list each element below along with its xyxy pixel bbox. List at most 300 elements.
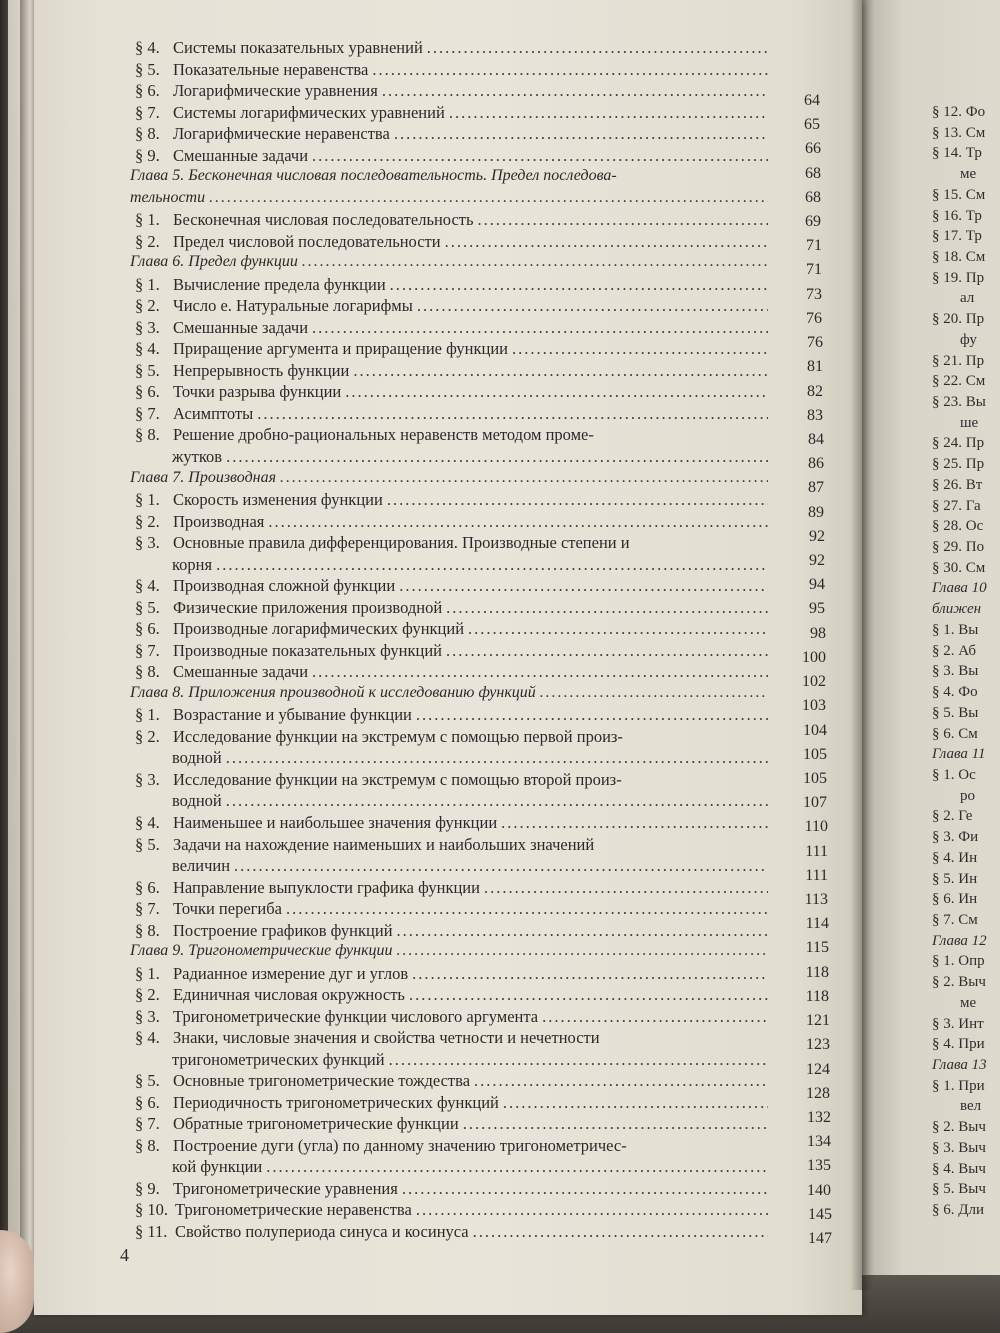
page-number: 145	[808, 1205, 832, 1223]
dot-leader	[389, 1050, 768, 1070]
toc-entry: вел	[960, 1098, 982, 1115]
entry-title: Число e. Натуральные логарифмы	[173, 296, 413, 316]
section-number: § 5.	[135, 597, 160, 617]
page-number: 107	[803, 794, 827, 812]
page-number: 66	[805, 140, 821, 158]
toc-entry: § 4. Ин	[932, 849, 978, 866]
dot-leader	[416, 705, 768, 725]
entry-title: водной	[172, 791, 222, 811]
entry-title: водной	[172, 748, 222, 768]
section-number: § 5.	[135, 1071, 160, 1091]
dot-leader	[372, 60, 768, 80]
section-number: § 3.	[135, 533, 160, 553]
page-number: 68	[805, 164, 821, 182]
entry-title: Наименьшее и наибольшее значения функции	[173, 812, 498, 832]
toc-entry	[135, 921, 772, 941]
toc-entry: § 1. При	[932, 1077, 985, 1094]
page-number: 81	[807, 358, 823, 376]
dot-leader	[473, 1222, 768, 1242]
section-number: § 3.	[135, 769, 160, 789]
section-number: § 6.	[135, 81, 160, 101]
page-number: 123	[806, 1036, 830, 1054]
page-number: 89	[808, 503, 824, 521]
toc-entry: § 5. Выч	[932, 1181, 986, 1198]
section-number: § 8.	[135, 425, 160, 445]
toc-entry: ал	[960, 290, 975, 307]
toc-entry: § 3. Выч	[932, 1139, 986, 1156]
toc-entry: § 3. Вы	[932, 663, 979, 680]
chapter-heading: ближен	[932, 601, 982, 618]
chapter-heading: Глава 13	[932, 1056, 987, 1073]
dot-leader	[226, 447, 768, 467]
entry-title: величин	[172, 856, 231, 876]
dot-leader	[312, 662, 768, 682]
section-number: § 1.	[135, 274, 160, 294]
entry-title: Обратные тригонометрические функции	[173, 1114, 459, 1134]
entry-title: Построение дуги (угла) по данному значению тригонометричес-	[173, 1135, 627, 1155]
toc-entry	[135, 1200, 772, 1220]
dot-leader	[540, 684, 768, 702]
section-number: § 8.	[135, 1135, 160, 1155]
toc-entry	[135, 727, 772, 747]
toc-entry: § 5. Ин	[932, 870, 978, 887]
dot-leader	[402, 1179, 768, 1199]
entry-title: Глава 9. Тригонометрические функции	[130, 942, 393, 960]
section-number: § 3.	[135, 317, 160, 337]
toc-entry	[135, 81, 772, 101]
entry-title: Физические приложения производной	[173, 597, 443, 617]
toc-entry	[172, 856, 772, 876]
dot-leader	[280, 469, 768, 487]
dot-leader	[446, 598, 768, 618]
entry-title: кой функции	[172, 1157, 263, 1177]
entry-title: Смешанные задачи	[173, 317, 309, 337]
toc-entry: § 17. Тр	[932, 228, 982, 245]
dot-leader	[478, 210, 768, 230]
entry-title: Показательные неравенства	[173, 59, 369, 79]
dot-leader	[463, 1114, 768, 1134]
entry-title: Направление выпуклости графика функции	[173, 877, 480, 897]
toc-entry	[135, 813, 772, 833]
section-number: § 5.	[135, 59, 160, 79]
entry-title: Тригонометрические функции числового аргумента	[173, 1006, 539, 1026]
section-number: § 10.	[135, 1200, 168, 1220]
page-number: 111	[805, 866, 828, 884]
page-number: 87	[808, 479, 824, 497]
entry-title: корня	[172, 554, 213, 574]
section-number: § 1.	[135, 490, 160, 510]
page-number: 140	[807, 1181, 831, 1199]
page-number: 134	[807, 1133, 831, 1151]
entry-title: Логарифмические уравнения	[173, 81, 378, 101]
toc-entry	[135, 1114, 772, 1134]
toc-entry	[135, 1136, 772, 1156]
toc-entry	[172, 1157, 772, 1177]
toc-entry	[135, 598, 772, 618]
toc-entry: § 4. Выч	[932, 1160, 986, 1177]
dot-leader	[512, 339, 768, 359]
page-number: 100	[802, 648, 826, 666]
entry-title: Асимптоты	[173, 403, 254, 423]
page-number: 82	[807, 382, 823, 400]
dot-leader	[266, 1157, 768, 1177]
section-number: § 1.	[135, 210, 160, 230]
page-number: 110	[804, 818, 828, 836]
dot-leader	[417, 296, 768, 316]
toc-entry	[135, 1071, 772, 1091]
toc-entry: ме	[960, 994, 977, 1011]
toc-entry	[172, 555, 772, 575]
page-number: 71	[806, 261, 822, 279]
entry-title: Системы показательных уравнений	[173, 38, 423, 57]
toc-entry: § 4. При	[932, 1036, 985, 1053]
entry-title: Глава 7. Производная	[130, 468, 277, 486]
toc-entry	[172, 791, 772, 811]
page-number: 103	[802, 697, 826, 715]
toc-entry	[135, 296, 772, 316]
toc-entry	[135, 38, 772, 58]
dot-leader	[446, 641, 768, 661]
toc-entry: § 6. Ин	[932, 891, 978, 908]
section-number: § 2.	[135, 726, 160, 746]
toc-entry	[135, 318, 772, 338]
entry-title: Скорость изменения функции	[173, 490, 383, 510]
dot-leader	[226, 791, 768, 811]
toc-entry	[135, 878, 772, 898]
toc-entry: § 18. См	[932, 249, 986, 266]
toc-entry	[135, 232, 772, 252]
entry-title: Тригонометрические неравенства	[175, 1200, 412, 1220]
dot-leader	[390, 275, 768, 295]
section-number: § 8.	[135, 124, 160, 144]
toc-entry	[135, 619, 772, 639]
dot-leader	[234, 856, 768, 876]
entry-title: Задачи на нахождение наименьших и наибольших значений	[173, 834, 595, 854]
section-number: § 6.	[135, 877, 160, 897]
toc-entry: § 7. См	[932, 911, 978, 928]
entry-title: Производные логарифмических функций	[173, 619, 465, 639]
dot-leader	[353, 361, 768, 381]
dot-leader	[394, 124, 768, 144]
entry-title: Радианное измерение дуг и углов	[173, 963, 409, 983]
toc-entry	[135, 576, 772, 596]
chapter-heading: Глава 11	[932, 746, 986, 763]
section-number: § 2.	[135, 296, 160, 316]
toc-entry	[135, 533, 772, 553]
entry-title: Приращение аргумента и приращение функции	[173, 339, 508, 359]
toc-entry: § 3. Инт	[932, 1015, 984, 1032]
section-number: § 8.	[135, 662, 160, 682]
section-number: § 7.	[135, 102, 160, 122]
entry-title: Свойство полупериода синуса и косинуса	[175, 1222, 469, 1241]
section-number: § 7.	[135, 403, 160, 423]
entry-title: Смешанные задачи	[173, 662, 309, 682]
section-number: § 6.	[135, 619, 160, 639]
chapter-heading: Глава 10	[932, 580, 987, 597]
section-number: § 3.	[135, 1006, 160, 1026]
entry-title: Единичная числовая окружность	[173, 985, 405, 1005]
chapter-heading: Глава 12	[932, 932, 987, 949]
toc-entry	[135, 124, 772, 144]
page-number: 121	[806, 1012, 830, 1030]
entry-title: Построение графиков функций	[173, 920, 393, 940]
toc-entry	[135, 339, 772, 359]
page-gutter-shadow	[850, 0, 874, 1290]
chapter-heading	[130, 253, 772, 271]
toc-entry	[135, 1093, 772, 1113]
page-number: 71	[806, 237, 822, 255]
page-number: 118	[805, 987, 829, 1005]
entry-title: Точки разрыва функции	[173, 382, 342, 402]
dot-leader	[397, 921, 768, 941]
spine-edge	[8, 0, 20, 1333]
toc-entry: § 1. Опр	[932, 953, 985, 970]
toc-entry: § 5. Вы	[932, 704, 979, 721]
page-number: 147	[808, 1230, 832, 1247]
toc-entry	[135, 1028, 772, 1048]
dot-leader	[399, 576, 768, 596]
section-number: § 7.	[135, 1114, 160, 1134]
page-number: 128	[806, 1084, 830, 1102]
page-number: 98	[810, 624, 826, 642]
toc-entry: § 1. Ос	[932, 766, 976, 783]
page-number: 114	[805, 915, 829, 933]
dot-leader	[409, 985, 768, 1005]
toc-entry: § 28. Ос	[932, 518, 984, 535]
section-number: § 9.	[135, 1178, 160, 1198]
dot-leader	[257, 404, 768, 424]
page-number: 64	[804, 92, 820, 109]
dot-leader	[312, 146, 768, 166]
toc-entry	[135, 275, 772, 295]
dot-leader	[474, 1071, 768, 1091]
chapter-heading	[130, 942, 772, 960]
dot-leader	[416, 1200, 768, 1220]
entry-title: Смешанные задачи	[173, 145, 309, 165]
section-number: § 4.	[135, 576, 160, 596]
page-number: 95	[809, 600, 825, 618]
toc-entry	[135, 1007, 772, 1027]
page-number: 118	[805, 963, 829, 981]
toc-entry: § 14. Тр	[932, 145, 982, 162]
toc-entry	[135, 103, 772, 123]
page-number: 69	[805, 213, 821, 231]
page-number: 104	[803, 721, 827, 739]
dot-leader	[302, 253, 768, 271]
toc-entry	[135, 382, 772, 402]
page-number: 105	[803, 769, 827, 787]
toc-entry: ме	[960, 166, 977, 183]
entry-title: Бесконечная числовая последовательность	[173, 210, 474, 230]
toc-entry: § 29. По	[932, 539, 985, 556]
page-number: 65	[804, 116, 820, 134]
toc-entry: § 13. См	[932, 124, 986, 141]
entry-title: Решение дробно-рациональных неравенств методом проме-	[173, 425, 594, 445]
page-number: 102	[802, 673, 826, 691]
entry-title: Тригонометрические уравнения	[173, 1178, 398, 1198]
toc-entry: ше	[960, 414, 979, 431]
page-number: 68	[805, 188, 821, 206]
toc-entry	[135, 490, 772, 510]
entry-title: Производная сложной функции	[173, 576, 396, 596]
toc-entry	[135, 361, 772, 381]
entry-title: Производные показательных функций	[173, 640, 443, 660]
section-number: § 11.	[135, 1222, 168, 1241]
page-number: 115	[805, 939, 829, 957]
page-number: 76	[807, 334, 823, 352]
page-number: 86	[808, 455, 824, 473]
page-number: 132	[807, 1108, 831, 1126]
page-number: 124	[806, 1060, 830, 1078]
entry-title: Вычисление предела функции	[173, 274, 386, 294]
dot-leader	[268, 512, 768, 532]
toc-entry	[135, 512, 772, 532]
toc-entry	[135, 662, 772, 682]
entry-title: Глава 6. Предел функции	[130, 253, 298, 271]
toc-entry: § 3. Фи	[932, 829, 979, 846]
toc-entry	[135, 1222, 772, 1242]
toc-entry: § 2. Выч	[932, 974, 986, 991]
section-number: § 5.	[135, 834, 160, 854]
toc-entry: § 4. Фо	[932, 684, 978, 701]
toc-entry	[135, 60, 772, 80]
dot-leader	[468, 619, 768, 639]
toc-entry: § 2. Выч	[932, 1119, 986, 1136]
toc-entry	[135, 1179, 772, 1199]
page-number: 111	[805, 842, 828, 860]
entry-title: жутков	[172, 447, 223, 467]
dot-leader	[542, 1007, 768, 1027]
dot-leader	[209, 189, 768, 207]
dot-leader	[445, 232, 768, 252]
entry-title: Возрастание и убывание функции	[173, 705, 412, 725]
section-number: § 4.	[135, 339, 160, 359]
toc-entry	[135, 705, 772, 725]
section-number: § 7.	[135, 899, 160, 919]
entry-title: Логарифмические неравенства	[173, 124, 390, 144]
section-number: § 4.	[135, 1028, 160, 1048]
dot-leader	[216, 555, 768, 575]
toc-entry: § 24. Пр	[932, 435, 985, 452]
toc-entry	[135, 770, 772, 790]
entry-title: Основные правила дифференцирования. Производные степени и	[173, 533, 630, 553]
section-number: § 1.	[135, 705, 160, 725]
toc-entry: § 2. Ге	[932, 808, 973, 825]
entry-title: Исследование функции на экстремум с помощью первой произ-	[173, 726, 623, 746]
entry-title: Исследование функции на экстремум с помощью второй произ-	[173, 769, 622, 789]
section-number: § 8.	[135, 920, 160, 940]
dot-leader	[427, 38, 768, 58]
section-number: § 4.	[135, 812, 160, 832]
section-number: § 2.	[135, 985, 160, 1005]
chapter-heading	[130, 167, 772, 185]
page-number: 92	[809, 527, 825, 545]
entry-title: Непрерывность функции	[173, 360, 350, 380]
toc-entry: § 2. Аб	[932, 642, 976, 659]
toc-entry	[135, 985, 772, 1005]
dot-leader	[412, 964, 768, 984]
dot-leader	[312, 318, 768, 338]
entry-title: Глава 8. Приложения производной к исследованию функций	[130, 683, 536, 701]
dot-leader	[449, 103, 768, 123]
entry-title: Периодичность тригонометрических функций	[173, 1092, 499, 1112]
toc-entry: § 20. Пр	[932, 311, 985, 328]
section-number: § 9.	[135, 145, 160, 165]
toc-entry: § 27. Га	[932, 497, 981, 514]
section-number: § 2.	[135, 511, 160, 531]
toc-entry	[135, 425, 772, 445]
entry-title: Знаки, числовые значения и свойства четности и нечетности	[173, 1028, 600, 1048]
page-number: 94	[809, 576, 825, 594]
toc-entry	[135, 641, 772, 661]
chapter-heading	[130, 189, 772, 207]
folio-page-number: 4	[120, 1245, 129, 1265]
toc-entry	[135, 210, 772, 230]
toc-entry: фу	[960, 331, 977, 348]
toc-entry: § 12. Фо	[932, 104, 986, 120]
toc-entry	[172, 1050, 772, 1070]
dot-leader	[226, 748, 768, 768]
toc-entry: § 6. См	[932, 725, 978, 742]
toc-entry	[135, 899, 772, 919]
dot-leader	[387, 490, 768, 510]
dot-leader	[345, 382, 768, 402]
section-number: § 1.	[135, 963, 160, 983]
page-number: 84	[808, 430, 824, 448]
toc-entry	[135, 146, 772, 166]
page-number: 76	[806, 309, 822, 327]
toc-entry: § 6. Дли	[932, 1202, 984, 1218]
toc-entry	[135, 835, 772, 855]
toc-entry: § 22. См	[932, 373, 986, 390]
toc-entry: ро	[960, 787, 975, 804]
dot-leader	[484, 878, 768, 898]
page-number: 83	[807, 406, 823, 424]
dot-leader	[501, 813, 768, 833]
toc-entry: § 25. Пр	[932, 456, 985, 473]
toc-entry	[172, 447, 772, 467]
toc-entry	[135, 404, 772, 424]
toc-entry: § 15. См	[932, 186, 986, 203]
toc-entry: § 30. См	[932, 559, 986, 576]
section-number: § 7.	[135, 640, 160, 660]
section-number: § 2.	[135, 231, 160, 251]
chapter-heading	[130, 684, 772, 702]
entry-title: Системы логарифмических уравнений	[173, 102, 445, 122]
entry-title: Основные тригонометрические тождества	[173, 1071, 471, 1091]
entry-title: тригонометрических функций	[172, 1049, 385, 1069]
toc-entry: § 1. Вы	[932, 621, 979, 638]
toc-entry: § 23. Вы	[932, 394, 986, 411]
page-number: 135	[807, 1157, 831, 1175]
section-number: § 6.	[135, 382, 160, 402]
dot-leader	[397, 942, 768, 960]
entry-title: тельности	[130, 188, 206, 206]
toc-entry	[135, 964, 772, 984]
toc-entry: § 19. Пр	[932, 269, 985, 286]
page-number: 113	[804, 891, 828, 909]
dot-leader	[382, 81, 768, 101]
entry-title: Точки перегиба	[173, 899, 282, 919]
toc-entry	[172, 748, 772, 768]
page-number: 105	[803, 745, 827, 763]
page-number: 73	[806, 285, 822, 303]
section-number: § 4.	[135, 38, 160, 57]
page-number: 92	[809, 552, 825, 570]
toc-entry: § 16. Тр	[932, 207, 982, 224]
entry-title: Производная	[173, 511, 265, 531]
dot-leader	[286, 899, 768, 919]
